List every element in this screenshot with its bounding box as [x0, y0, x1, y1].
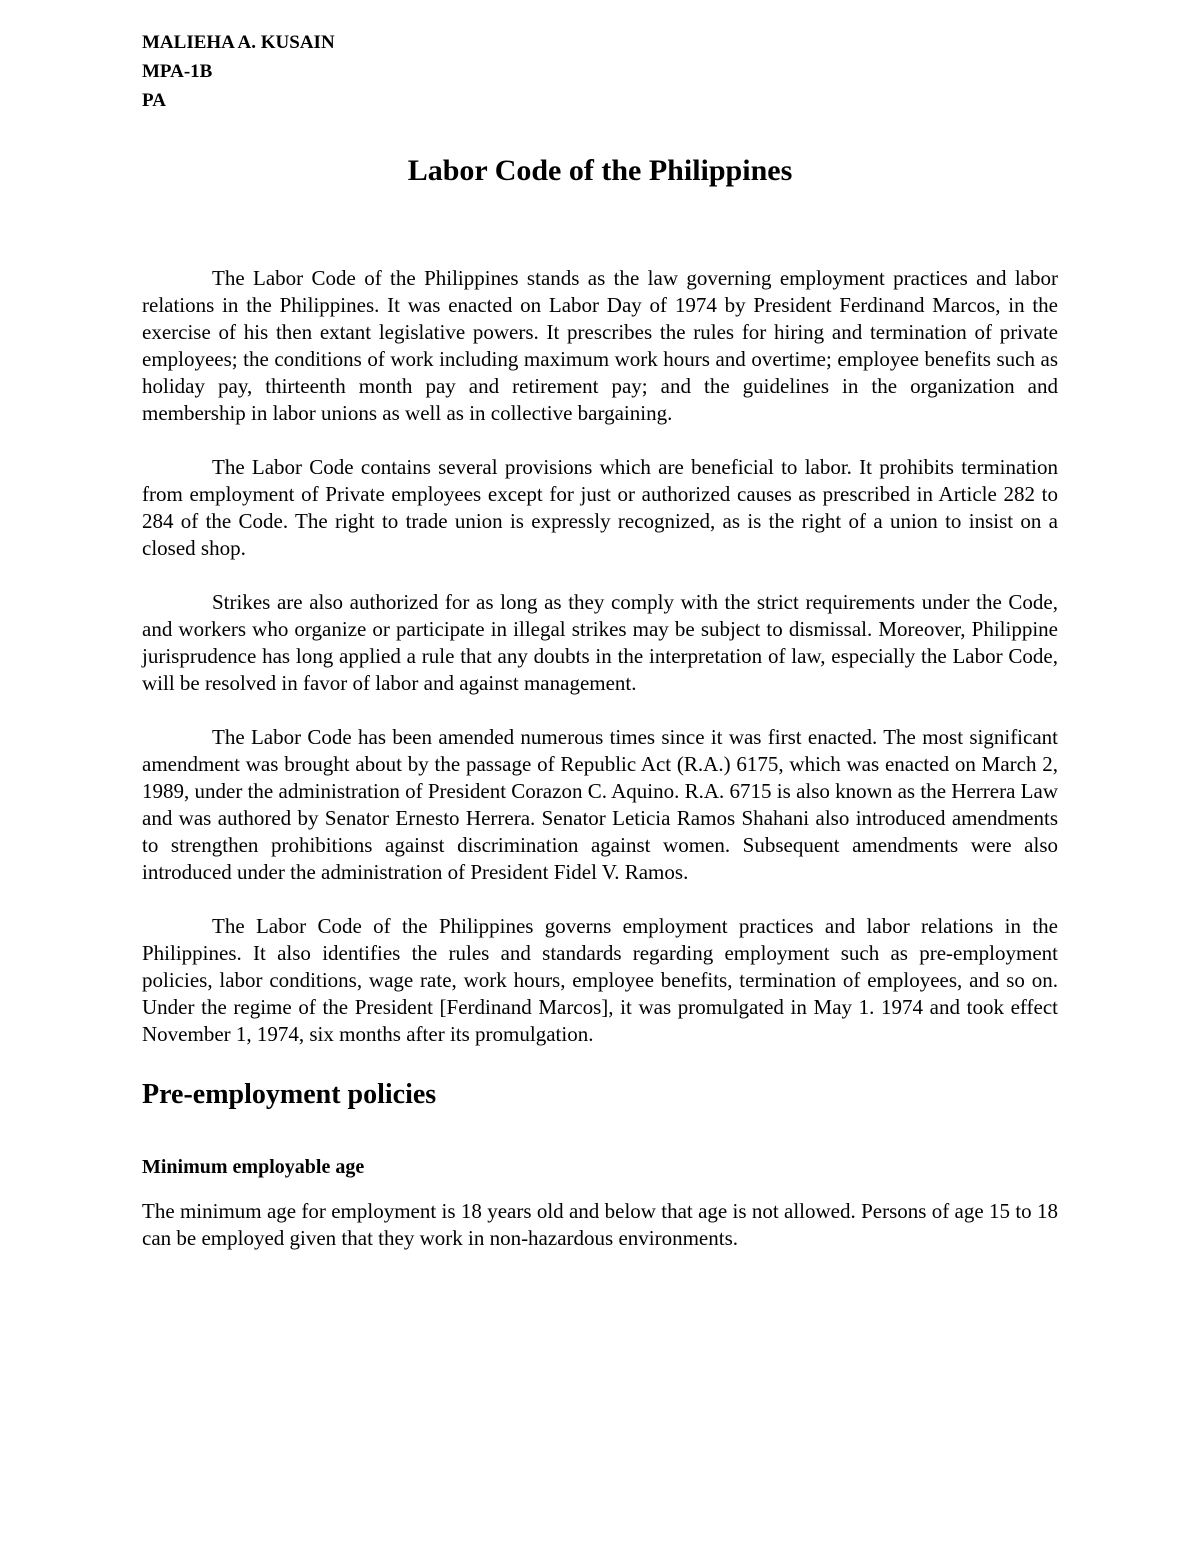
- paragraph-3: Strikes are also authorized for as long as they comply with the strict requirements under the Code, and workers who organize or participate in illegal strikes may be subject to dismissal. Moreover, Philippine jurisprudence has long applied a rule that any doubts in the interpretation of law, especially the Labor Code, will be resolved in favor of labor and against management.: [142, 590, 1058, 695]
- paragraph-5: The Labor Code of the Philippines governs employment practices and labor relations in the Philippines. It also identifies the rules and standards regarding employment such as pre-employment policies, labor conditions, wage rate, work hours, employee benefits, termination of employees, and so on. Under the regime of the President [Ferdinand Marcos], it was promulgated in May 1. 1974 and took effect November 1, 1974, six months after its promulgation.: [142, 914, 1058, 1046]
- paragraph-2: The Labor Code contains several provisions which are beneficial to labor. It prohibits termination from employment of Private employees except for just or authorized causes as prescribed in Article 282 to 284 of the Code. The right to trade union is expressly recognized, as is the right of a union to insist on a closed shop.: [142, 455, 1058, 560]
- document-title: Labor Code of the Philippines: [407, 154, 793, 187]
- subsection-heading: Minimum employable age: [142, 1156, 365, 1178]
- program-label: MPA-1B: [142, 61, 213, 82]
- document-body: [142, 265, 1058, 1048]
- course-label: PA: [142, 90, 166, 111]
- section-paragraph: The minimum age for employment is 18 years old and below that age is not allowed. Persons of age 15 to 18 can be employed given that they work in non-hazardous environments.: [142, 1199, 1058, 1250]
- author-name: MALIEHA A. KUSAIN: [142, 32, 335, 53]
- section-heading: Pre-employment policies: [142, 1079, 437, 1110]
- paragraph-1: The Labor Code of the Philippines stands as the law governing employment practices and labor relations in the Philippines. It was enacted on Labor Day of 1974 by President Ferdinand Marcos, in the exercise of his then extant legislative powers. It prescribes the rules for hiring and termination of private employees; the conditions of work including maximum work hours and overtime; employee benefits such as holiday pay, thirteenth month pay and retirement pay; and the guidelines in the organization and membership in labor unions as well as in collective bargaining.: [142, 266, 1058, 425]
- author-header: [142, 28, 1058, 115]
- paragraph-4: The Labor Code has been amended numerous times since it was first enacted. The most significant amendment was brought about by the passage of Republic Act (R.A.) 6175, which was enacted on March 2, 1989, under the administration of President Corazon C. Aquino. R.A. 6715 is also known as the Herrera Law and was authored by Senator Ernesto Herrera. Senator Leticia Ramos Shahani also introduced amendments to strengthen prohibitions against discrimination against women. Subsequent amendments were also introduced under the administration of President Fidel V. Ramos.: [142, 725, 1058, 884]
